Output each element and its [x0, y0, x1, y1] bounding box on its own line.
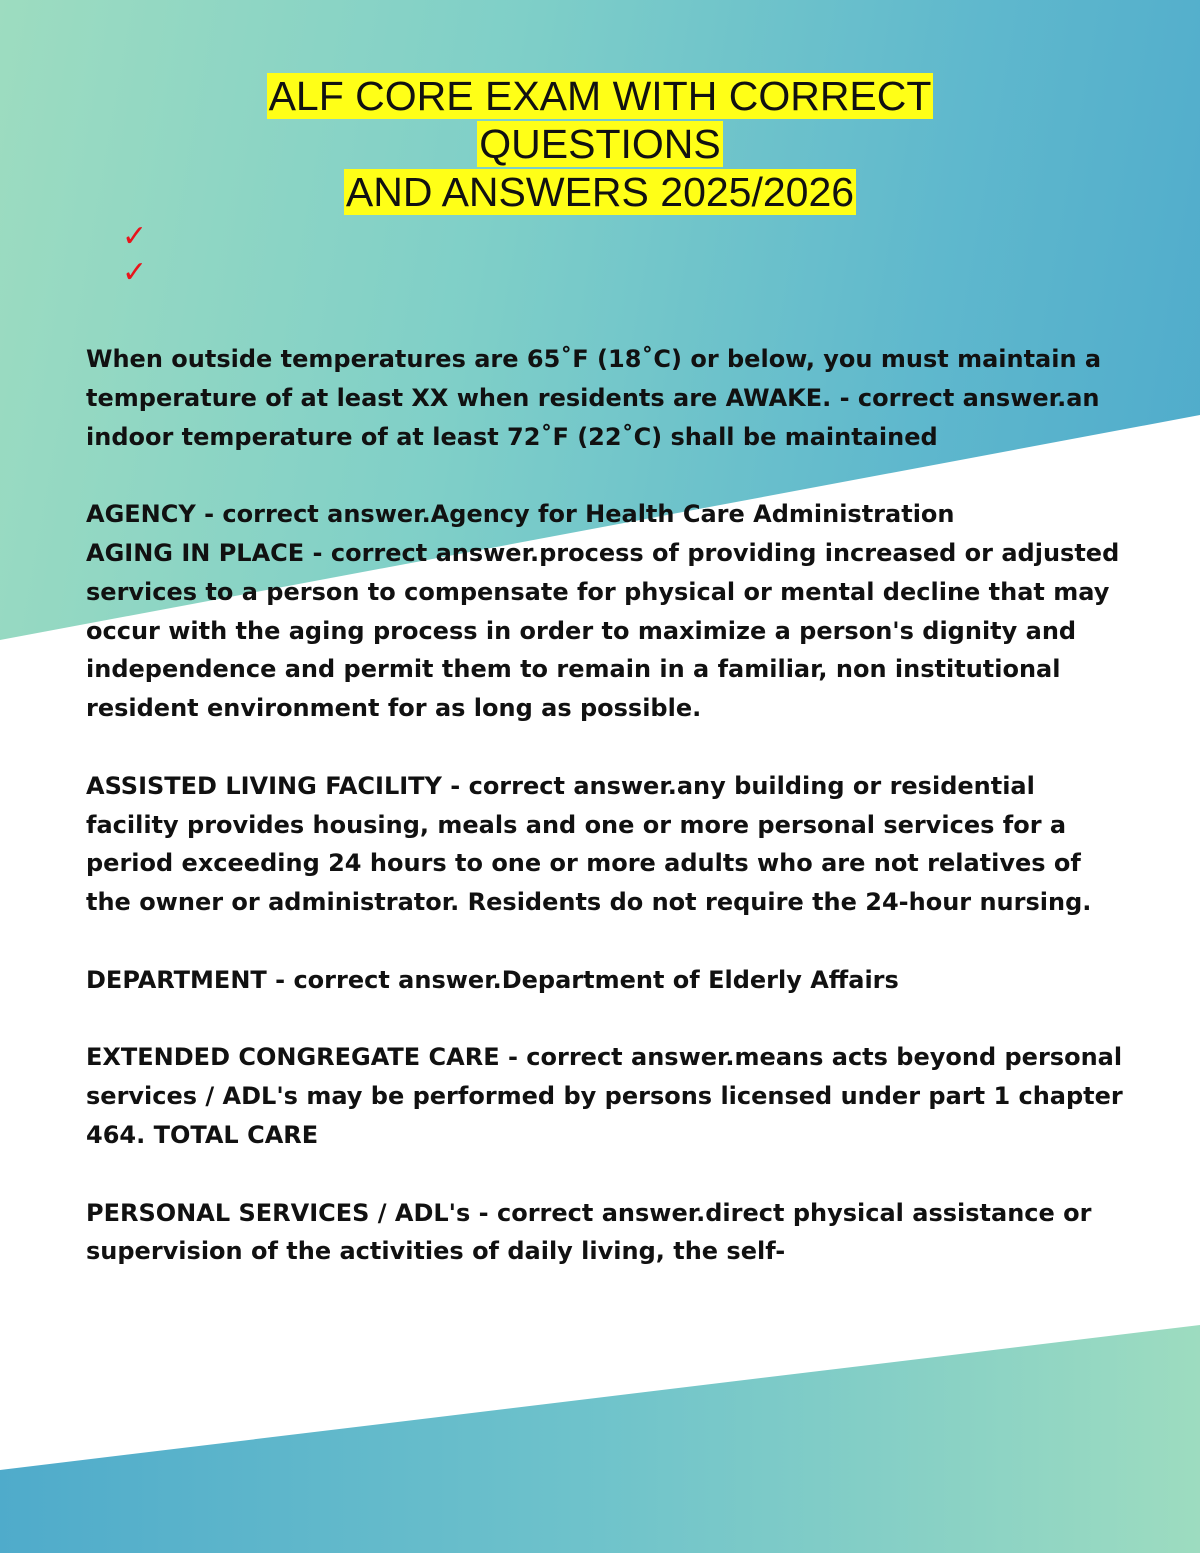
- checkmark-icon: ✓: [122, 255, 148, 290]
- document-title: [0, 72, 1200, 216]
- checkmark-icon: ✓: [122, 219, 148, 254]
- qa-entry-agency: AGENCY - correct answer.Agency for Health Care Administration: [86, 500, 955, 529]
- qa-list: [86, 340, 1126, 1271]
- qa-entry-extended-congregate-care: EXTENDED CONGREGATE CARE - correct answer.means acts beyond personal services / ADL's may be performed by persons licensed under part 1 chapter 464. TOTAL CARE: [86, 1043, 1123, 1149]
- background-bottom-band: [0, 1325, 1200, 1553]
- title-line-1: ALF CORE EXAM WITH CORRECT: [268, 73, 932, 119]
- qa-entry-personal-services: PERSONAL SERVICES / ADL's - correct answer.direct physical assistance or supervision of the activities of daily living, the self-: [86, 1198, 1092, 1266]
- title-line-2: QUESTIONS: [479, 121, 721, 167]
- qa-entry-aging-in-place: AGING IN PLACE - correct answer.process of providing increased or adjusted services to a person to compensate for physical or mental decline that may occur with the aging process in order to maximize a person's dignity and independence and permit them to remain in a familiar, non institutional resident environment for as long as possible.: [86, 538, 1120, 723]
- qa-entry-department: DEPARTMENT - correct answer.Department of Elderly Affairs: [86, 965, 899, 994]
- title-line-3: AND ANSWERS 2025/2026: [345, 169, 855, 215]
- qa-entry-assisted-living-facility: ASSISTED LIVING FACILITY - correct answer.any building or residential facility provides housing, meals and one or more personal services for a period exceeding 24 hours to one or more adults who are not relatives of the owner or administrator. Residents do not require the 24-hour nursing.: [86, 771, 1092, 917]
- qa-entry-temperature: When outside temperatures are 65˚F (18˚C) or below, you must maintain a temperature of at least XX when residents are AWAKE. - correct answer.an indoor temperature of at least 72˚F (22˚C) shall be maintained: [86, 345, 1102, 451]
